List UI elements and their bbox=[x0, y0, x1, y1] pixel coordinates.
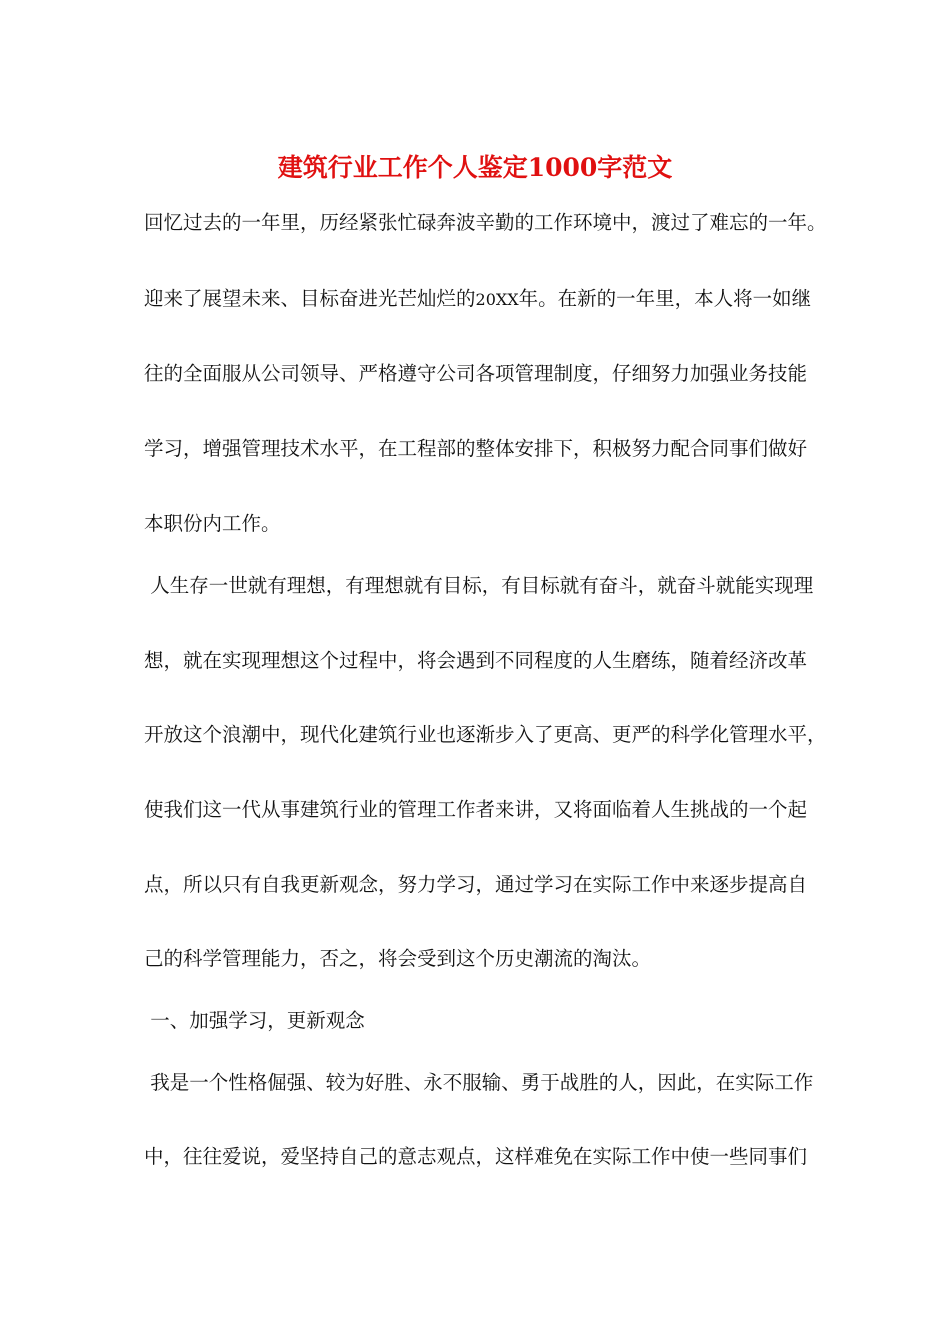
paragraph-line: 点，所以只有自我更新观念，努力学习，通过学习在实际工作中来逐步提高自 bbox=[144, 873, 808, 896]
paragraph-line: 我是一个性格倔强、较为好胜、永不服输、勇于战胜的人，因此，在实际工作 bbox=[144, 1071, 814, 1094]
paragraph-line bbox=[144, 286, 824, 313]
paragraph-line: 开放这个浪潮中，现代化建筑行业也逐渐步入了更高、更严的科学化管理水平， bbox=[144, 723, 827, 746]
document-title: 建筑行业工作个人鉴定1000字范文 bbox=[277, 153, 673, 182]
paragraph-line: 中，往往爱说，爱坚持自己的意志观点，这样难免在实际工作中使一些同事们 bbox=[144, 1145, 808, 1168]
paragraph-line: 本职份内工作。 bbox=[144, 512, 281, 535]
year-placeholder: 20XX bbox=[475, 290, 519, 309]
paragraph-line: 想，就在实现理想这个过程中，将会遇到不同程度的人生磨练，随着经济改革 bbox=[144, 649, 808, 672]
paragraph-line: 人生存一世就有理想，有理想就有目标，有目标就有奋斗，就奋斗就能实现理 bbox=[144, 574, 814, 597]
paragraph-line: 回忆过去的一年里，历经紧张忙碌奔波辛勤的工作环境中，渡过了难忘的一年。 bbox=[144, 211, 827, 234]
line-text: 迎来了展望未来、目标奋进光芒灿烂的 bbox=[144, 287, 476, 310]
paragraph-line: 往的全面服从公司领导、严格遵守公司各项管理制度，仔细努力加强业务技能 bbox=[144, 362, 808, 385]
line-text: 年。在新的一年里，本人将一如继 bbox=[518, 287, 812, 310]
paragraph-line: 使我们这一代从事建筑行业的管理工作者来讲，又将面临着人生挑战的一个起 bbox=[144, 798, 808, 821]
paragraph-line: 学习，增强管理技术水平，在工程部的整体安排下，积极努力配合同事们做好 bbox=[144, 437, 808, 460]
paragraph-line: 己的科学管理能力，否之，将会受到这个历史潮流的淘汰。 bbox=[144, 947, 652, 970]
section-heading: 一、加强学习，更新观念 bbox=[144, 1009, 365, 1032]
